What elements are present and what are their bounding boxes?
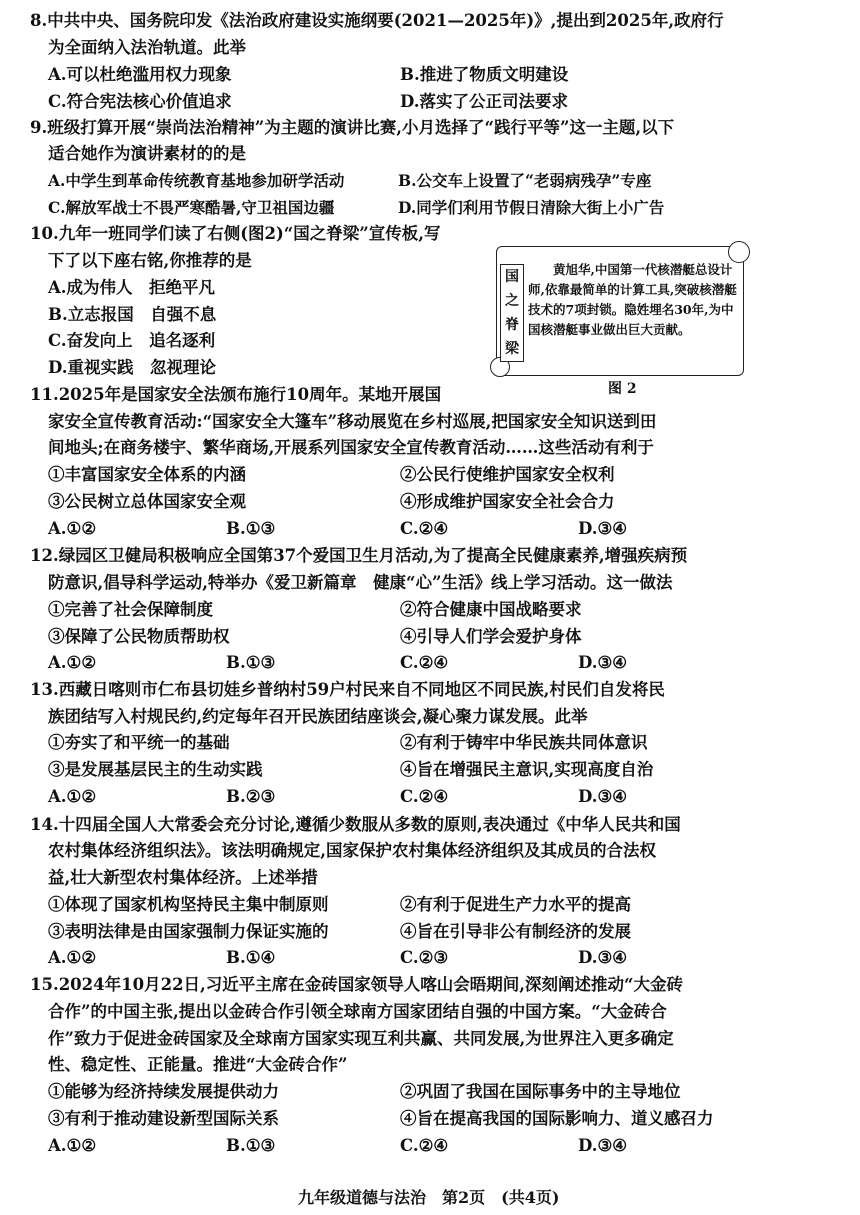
q14-option-c[interactable]: C.②③ <box>400 948 449 968</box>
q8-option-a[interactable]: A.可以杜绝滥用权力现象 <box>48 64 232 84</box>
q11-statement-2: ②公民行使维护国家安全权利 <box>400 465 615 485</box>
q9-stem-1: 9.班级打算开展“崇尚法治精神”为主题的演讲比赛,小月选择了“践行平等”这一主题,以下 <box>30 117 675 137</box>
q9-option-a[interactable]: A.中学生到革命传统教育基地参加研学活动 <box>48 170 345 190</box>
q15-statement-1: ①能够为经济持续发展提供动力 <box>48 1082 279 1102</box>
q15-statement-2: ②巩固了我国在国际事务中的主导地位 <box>400 1082 681 1102</box>
q11-option-c[interactable]: C.②④ <box>400 518 449 538</box>
q13-stem-2: 族团结写入村规民约,约定每年召开民族团结座谈会,凝心聚力谋发展。此举 <box>48 706 588 726</box>
q15-stem-4: 性、稳定性、正能量。推进“大金砖合作” <box>48 1055 348 1075</box>
q13-option-c[interactable]: C.②④ <box>400 786 449 806</box>
q10-option-d[interactable]: D.重视实践 忽视理论 <box>48 358 216 378</box>
q10-option-b[interactable]: B.立志报国 自强不息 <box>48 304 217 324</box>
q15-option-d[interactable]: D.③④ <box>578 1135 628 1155</box>
q11-statement-4: ④形成维护国家安全社会合力 <box>400 491 615 511</box>
q12-statement-3: ③保障了公民物质帮助权 <box>48 626 230 646</box>
q10-option-c[interactable]: C.奋发向上 追名逐利 <box>48 331 216 351</box>
q11-statement-3: ③公民树立总体国家安全观 <box>48 491 246 511</box>
q11-stem-1: 11.2025年是国家安全法颁布施行10周年。某地开展国 <box>30 384 442 404</box>
q14-statement-3: ③表明法律是由国家强制力保证实施的 <box>48 921 329 941</box>
q15-stem-3: 作”致力于促进金砖国家及全球南方国家实现互利共赢、共同发展,为世界注入更多确定 <box>48 1028 674 1048</box>
q13-statement-1: ①夯实了和平统一的基础 <box>48 733 230 753</box>
q8-option-c[interactable]: C.符合宪法核心价值追求 <box>48 91 232 111</box>
q13-option-b[interactable]: B.②③ <box>226 786 276 806</box>
q15-stem-1: 15.2024年10月22日,习近平主席在金砖国家领导人喀山会晤期间,深刻阐述推动“大金砖 <box>30 975 684 995</box>
q12-option-c[interactable]: C.②④ <box>400 653 449 673</box>
q11-statement-1: ①丰富国家安全体系的内涵 <box>48 465 246 485</box>
q11-option-b[interactable]: B.①③ <box>226 518 276 538</box>
q8-option-b[interactable]: B.推进了物质文明建设 <box>400 64 569 84</box>
q10-stem-2: 下了以下座右铭,你推荐的是 <box>48 251 252 271</box>
q12-statement-2: ②符合健康中国战略要求 <box>400 599 582 619</box>
q14-option-d[interactable]: D.③④ <box>578 948 628 968</box>
q12-option-d[interactable]: D.③④ <box>578 653 628 673</box>
q11-stem-3: 间地头;在商务楼宇、繁华商场,开展系列国家安全宣传教育活动……这些活动有利于 <box>48 438 654 458</box>
q14-stem-3: 益,壮大新型农村集体经济。上述举措 <box>48 868 318 888</box>
q12-stem-1: 12.绿园区卫健局积极响应全国第37个爱国卫生月活动,为了提高全民健康素养,增强疾病预 <box>30 546 688 566</box>
q13-option-d[interactable]: D.③④ <box>578 786 628 806</box>
q14-stem-2: 农村集体经济组织法》。该法明确规定,国家保护农村集体经济组织及其成员的合法权 <box>48 841 656 861</box>
q15-statement-3: ③有利于推动建设新型国际关系 <box>48 1108 279 1128</box>
q11-option-d[interactable]: D.③④ <box>578 518 628 538</box>
q12-statement-1: ①完善了社会保障制度 <box>48 599 213 619</box>
q14-statement-4: ④旨在引导非公有制经济的发展 <box>400 921 631 941</box>
q14-stem-1: 14.十四届全国人大常委会充分讨论,遵循少数服从多数的原则,表决通过《中华人民共和国 <box>30 814 681 834</box>
q13-statement-2: ②有利于铸牢中华民族共同体意识 <box>400 733 648 753</box>
q9-stem-2: 适合她作为演讲素材的的是 <box>48 144 246 164</box>
q13-option-a[interactable]: A.①② <box>48 786 97 806</box>
page-footer: 九年级道德与法治 第2页 (共4页) <box>298 1188 560 1207</box>
q9-option-d[interactable]: D.同学们利用节假日清除大街上小广告 <box>398 197 665 217</box>
q14-option-b[interactable]: B.①④ <box>226 948 276 968</box>
q10-option-a[interactable]: A.成为伟人 拒绝平凡 <box>48 277 216 297</box>
figure-2-caption: 图 2 <box>608 381 637 398</box>
q12-option-b[interactable]: B.①③ <box>226 653 276 673</box>
q12-stem-2: 防意识,倡导科学运动,特举办《爱卫新篇章 健康“心”生活》线上学习活动。这一做法 <box>48 573 673 593</box>
q13-statement-3: ③是发展基层民主的生动实践 <box>48 760 263 780</box>
q15-statement-4: ④旨在提高我国的国际影响力、道义感召力 <box>400 1108 714 1128</box>
q11-option-a[interactable]: A.①② <box>48 518 97 538</box>
q12-statement-4: ④引导人们学会爱护身体 <box>400 626 582 646</box>
figure-2-text: 黄旭华,中国第一代核潜艇总设计师,依靠最简单的计算工具,突破核潜艇技术的7项封锁。隐姓埋名30年,为中国核潜艇事业做出巨大贡献。 <box>528 261 737 337</box>
q9-option-b[interactable]: B.公交车上设置了“老弱病残孕”专座 <box>398 170 652 190</box>
q9-option-c[interactable]: C.解放军战士不畏严寒酷暑,守卫祖国边疆 <box>48 197 335 217</box>
q8-stem-2: 为全面纳入法治轨道。此举 <box>48 38 246 58</box>
q10-stem-1: 10.九年一班同学们读了右侧(图2)“国之脊梁”宣传板,写 <box>30 224 441 244</box>
q13-statement-4: ④旨在增强民主意识,实现高度自治 <box>400 760 654 780</box>
q15-stem-2: 合作”的中国主张,提出以金砖合作引领全球南方国家团结自强的中国方案。“大金砖合 <box>48 1001 667 1021</box>
figure-2-title: 国之脊梁 <box>500 264 524 362</box>
q14-option-a[interactable]: A.①② <box>48 948 97 968</box>
q14-statement-1: ①体现了国家机构坚持民主集中制原则 <box>48 894 329 914</box>
q15-option-b[interactable]: B.①③ <box>226 1135 276 1155</box>
q8-stem-1: 8.中共中央、国务院印发《法治政府建设实施纲要(2021—2025年)》,提出到2025年,政府行 <box>30 10 724 30</box>
q8-option-d[interactable]: D.落实了公正司法要求 <box>400 91 568 111</box>
q11-stem-2: 家安全宣传教育活动:“国家安全大篷车”移动展览在乡村巡展,把国家安全知识送到田 <box>48 411 657 431</box>
q13-stem-1: 13.西藏日喀则市仁布县切娃乡普纳村59户村民来自不同地区不同民族,村民们自发将民 <box>30 680 665 699</box>
q14-statement-2: ②有利于促进生产力水平的提高 <box>400 894 631 914</box>
q15-option-c[interactable]: C.②④ <box>400 1135 449 1155</box>
q15-option-a[interactable]: A.①② <box>48 1135 97 1155</box>
q12-option-a[interactable]: A.①② <box>48 653 97 673</box>
